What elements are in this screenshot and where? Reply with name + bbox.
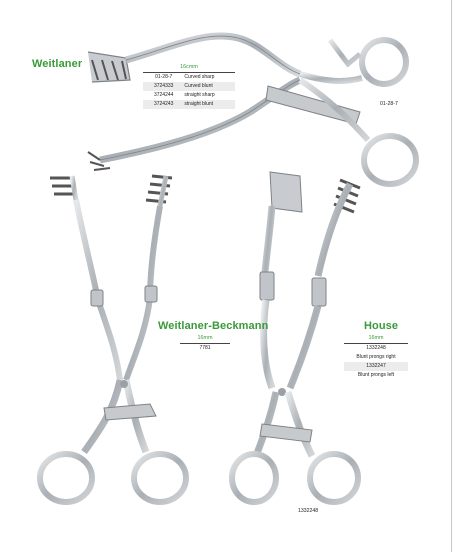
article-description: Curved blunt	[184, 83, 213, 89]
article-description: Blunt prongs left	[357, 372, 395, 378]
weitlaner-spec-table	[143, 63, 235, 109]
article-number: 3724243	[153, 101, 174, 107]
table-row	[143, 73, 235, 82]
house-spec-table	[344, 334, 408, 380]
article-number: 3724244	[153, 92, 174, 98]
beckmann-title: Weitlaner-Beckmann	[158, 320, 269, 332]
article-number: 01-28-7	[155, 74, 173, 80]
beckmann-size: 16mm	[180, 334, 230, 344]
article-description: straight blunt	[184, 101, 214, 107]
house-size: 16mm	[344, 334, 408, 344]
article-number: 1332247	[366, 363, 386, 369]
house-title: House	[364, 320, 399, 332]
table-row	[344, 353, 408, 362]
table-row	[344, 362, 408, 371]
article-number: 1332248	[366, 345, 386, 351]
house-callout: 1332248	[298, 508, 319, 514]
table-row	[143, 91, 235, 100]
article-number: 7781	[199, 345, 211, 351]
article-description: straight sharp	[184, 92, 215, 98]
table-row	[143, 100, 235, 109]
weitlaner-retractor-image	[88, 36, 416, 184]
table-row	[344, 371, 408, 380]
house-retractor-image	[232, 172, 360, 502]
article-description: Curved sharp	[184, 74, 215, 80]
beckmann-spec-table	[180, 334, 230, 353]
article-description: Blunt prongs right	[356, 354, 396, 360]
weitlaner-size: 16cmm	[143, 63, 235, 73]
weitlaner-beckmann-retractor-image	[40, 176, 186, 502]
weitlaner-title: Weitlaner	[32, 58, 83, 70]
table-row	[344, 344, 408, 353]
article-number: 3724333	[153, 83, 174, 89]
table-row	[143, 82, 235, 91]
table-row	[180, 344, 230, 353]
weitlaner-callout: 01-28-7	[380, 101, 398, 107]
